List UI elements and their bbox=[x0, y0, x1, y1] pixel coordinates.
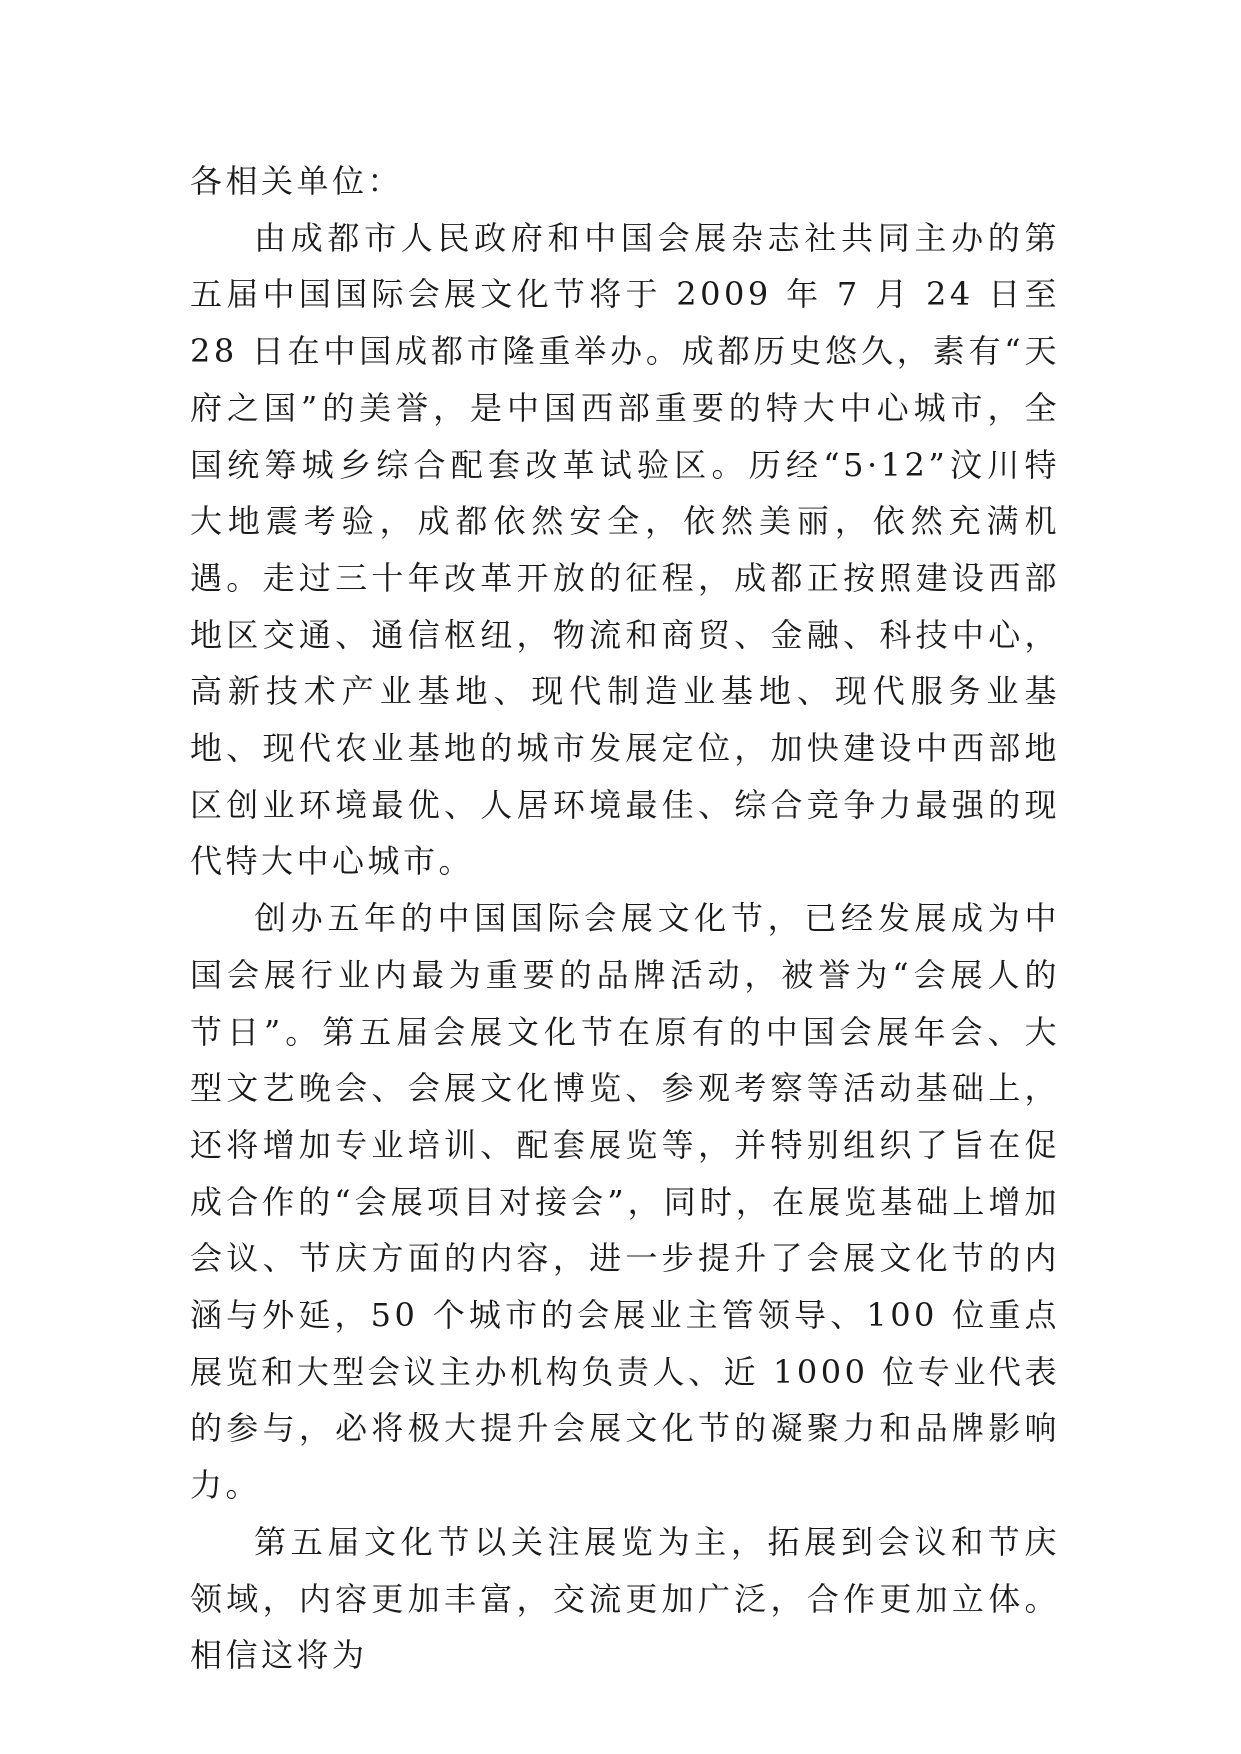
document-body bbox=[190, 153, 1060, 1684]
paragraph-2: 创办五年的中国国际会展文化节，已经发展成为中国会展行业内最为重要的品牌活动，被誉为“会展人的节日”。第五届会展文化节在原有的中国会展年会、大型文艺晚会、会展文化博览、参观考察等活动基础上，还将增加专业培训、配套展览等，并特别组织了旨在促成合作的“会展项目对接会”，同时，在展览基础上增加会议、节庆方面的内容，进一步提升了会展文化节的内涵与外延，50 个城市的会展业主管领导、100 位重点展览和大型会议主办机构负责人、近 1000 位专业代表的参与，必将极大提升会展文化节的凝聚力和品牌影响力。 bbox=[190, 899, 1060, 1505]
salutation: 各相关单位： bbox=[190, 162, 404, 200]
paragraph-3: 第五届文化节以关注展览为主，拓展到会议和节庆领域，内容更加丰富，交流更加广泛，合作更加立体。相信这将为 bbox=[190, 1522, 1060, 1675]
paragraph-1: 由成都市人民政府和中国会展杂志社共同主办的第五届中国国际会展文化节将于 2009 年 7 月 24 日至 28 日在中国成都市隆重举办。成都历史悠久，素有“天府之国”的美誉，是中国西部重要的特大中心城市，全国统筹城乡综合配套改革试验区。历经“5·12”汶川特大地震考验，成都依然安全，依然美丽，依然充满机遇。走过三十年改革开放的征程，成都正按照建设西部地区交通、通信枢纽，物流和商贸、金融、科技中心，高新技术产业基地、现代制造业基地、现代服务业基地、现代农业基地的城市发展定位，加快建设中西部地区创业环境最优、人居环境最佳、综合竞争力最强的现代特大中心城市。 bbox=[190, 218, 1060, 881]
